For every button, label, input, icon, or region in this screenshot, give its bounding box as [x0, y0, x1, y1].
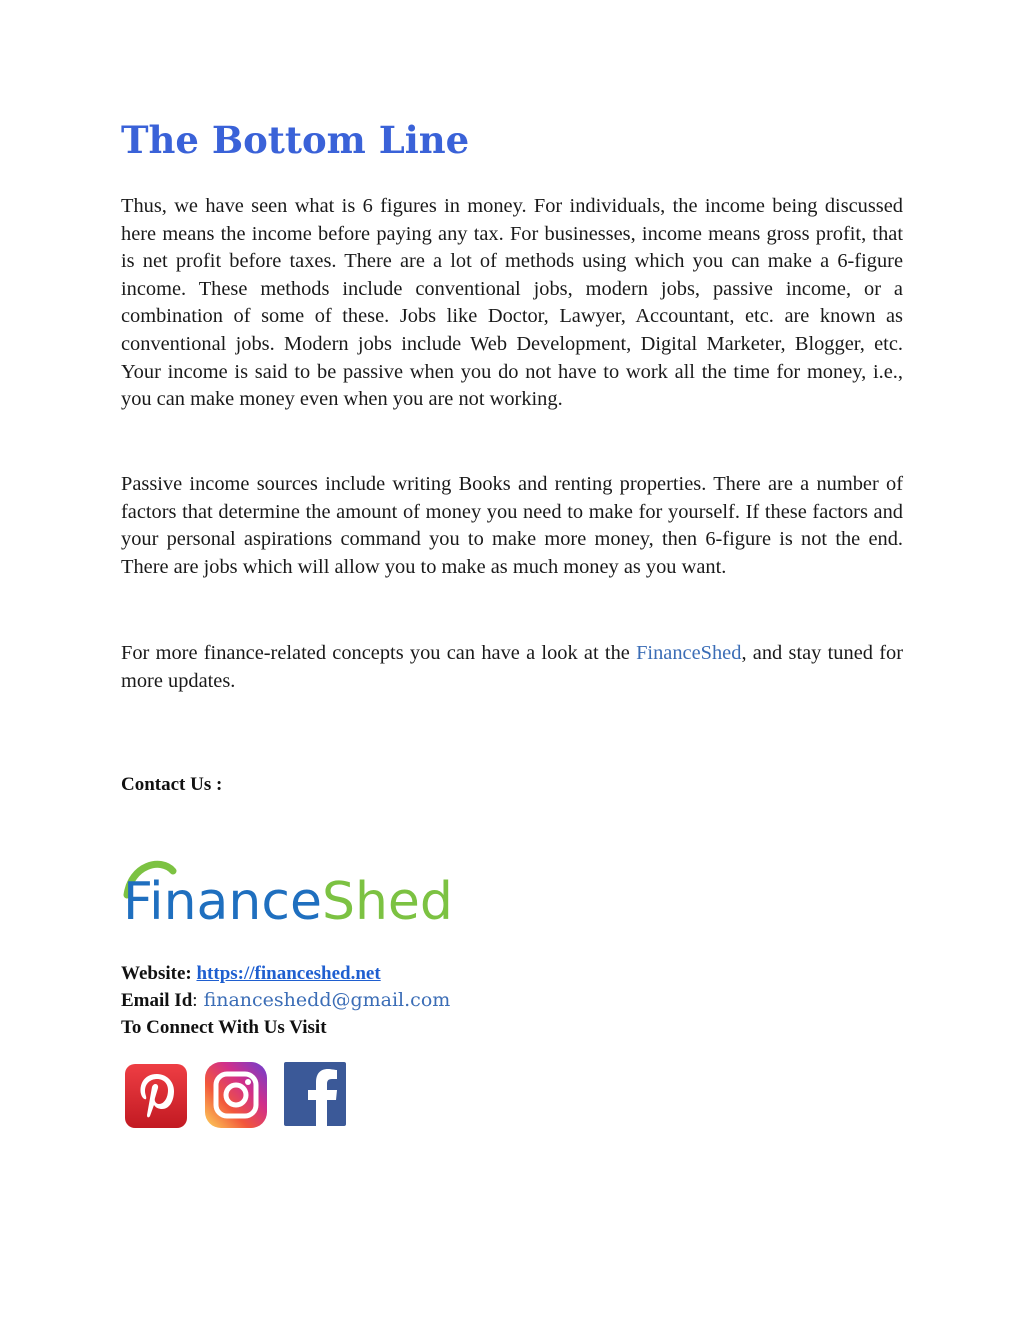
- paragraph-3-before: For more finance-related concepts you can have a look at the: [121, 642, 637, 664]
- instagram-icon[interactable]: [203, 1060, 269, 1130]
- financeshed-link[interactable]: FinanceShed: [636, 642, 742, 664]
- financeshed-logo: [121, 855, 511, 933]
- pinterest-icon[interactable]: [123, 1060, 189, 1130]
- connect-text: To Connect With Us Visit: [121, 1017, 327, 1038]
- facebook-icon[interactable]: [283, 1060, 349, 1130]
- svg-text:FinanceShed: [123, 872, 453, 932]
- contact-heading: Contact Us :: [121, 774, 223, 795]
- paragraph-3-after: , and stay tuned for more updates.: [121, 642, 903, 692]
- page-title: The Bottom Line: [121, 118, 470, 162]
- paragraph-1: Thus, we have seen what is 6 figures in money. For individuals, the income being discussed here means the income before paying any tax. For businesses, income means gross profit, that is net profit before taxes. There are a lot of methods using which you can make a 6-figure income. These methods include conventional jobs, modern jobs, passive income, or a combination of some of these. Jobs like Doctor, Lawyer, Accountant, etc. are known as conventional jobs. Modern jobs include Web Development, Digital Marketer, Blogger, etc. Your income is said to be passive when you do not have to work all the time for money, i.e., you can make money even when you are not working.: [121, 195, 903, 411]
- connect-line: [121, 1014, 450, 1041]
- email-separator: :: [192, 990, 198, 1011]
- contact-details: [121, 960, 450, 1041]
- logo-text-blue: Finance: [123, 872, 322, 932]
- website-link[interactable]: https://financeshed.net: [196, 963, 381, 984]
- website-label: Website:: [121, 963, 192, 984]
- email-line: [121, 987, 450, 1014]
- paragraph-3: [121, 640, 903, 695]
- website-line: [121, 960, 450, 987]
- paragraph-2: Passive income sources include writing Books and renting properties. There are a number of factors that determine the amount of money you need to make for yourself. If these factors and your personal aspirations command you to make more money, then 6-figure is not the end. There are jobs which will allow you to make as much money as you want.: [121, 473, 903, 578]
- logo-text-green: Shed: [321, 872, 453, 932]
- email-label: Email Id: [121, 990, 193, 1011]
- email-value[interactable]: financeshedd@gmail.com: [203, 989, 451, 1011]
